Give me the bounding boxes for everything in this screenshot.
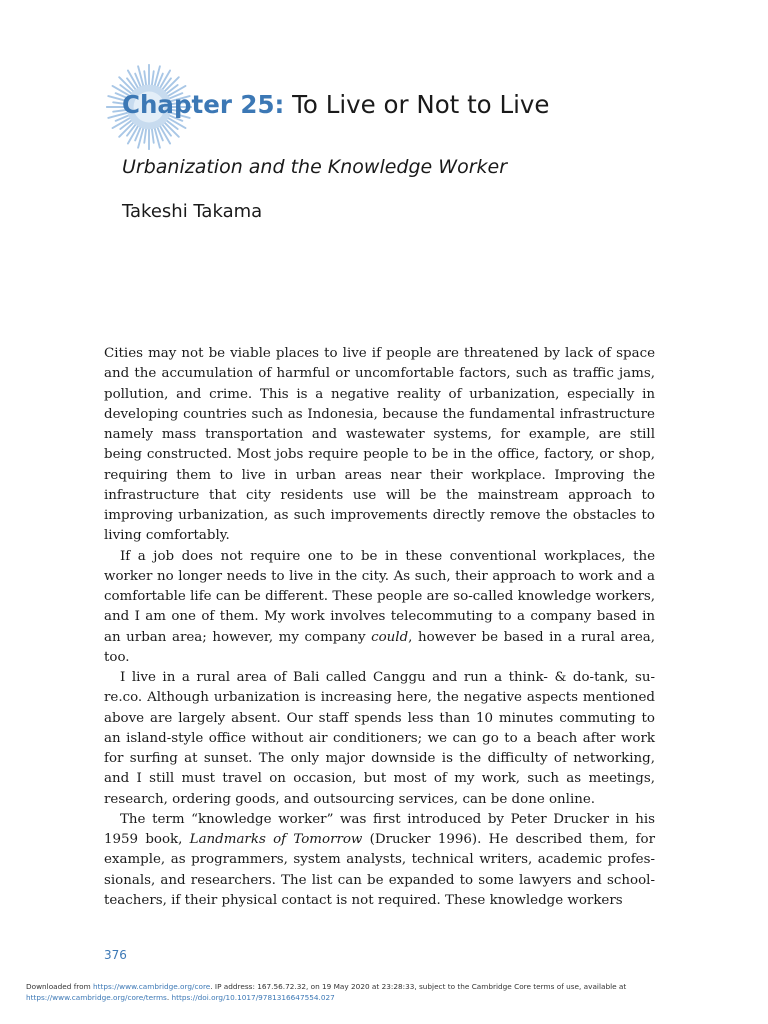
paragraph-4-end: (Drucker 1996). He described them, for example, as programmers, system analysts, technical writers, academic professionals, and researchers. The list can be expanded to some lawyers and schoolteachers, if their physical contact is not required. These knowledge workers [104,832,655,908]
paragraph-2-emphasis: could [371,629,409,645]
book-title: Landmarks of Tomorrow [189,832,363,847]
chapter-label: Chapter 25: [122,90,285,119]
chapter-title [122,90,550,119]
footer-separator: . [166,993,172,1002]
chapter-subtitle: Urbanization and the Knowledge Worker [122,156,508,178]
footer-middle: . IP address: 167.56.72.32, on 19 May 2020 at 23:28:33, subject to the Cambridge Core terms of use, available at [210,982,627,991]
body-text [104,344,655,911]
paragraph-2 [104,547,655,669]
footer-prefix: Downloaded from [26,982,94,991]
author-name: Takeshi Takama [122,201,263,222]
paragraph-2-end: , however be based in a rural area, too. [104,629,655,665]
paragraph-2-start: If a job does not require one to be in these conventional workplaces, the worker no longer needs to live in the city. As such, their approach to work and a comfortable life can be different. These people are so-called knowledge workers, and I am one of them. My work involves telecommuting to a company based in an urban area; however, my company [104,548,655,645]
chapter-title-text: To Live or Not to Live [284,90,550,119]
page-number: 376 [104,948,127,962]
paragraph-1: Cities may not be viable places to live if people are threatened by lack of space and the accumulation of harmful or uncomfortable factors, such as traffic jams, pollution, and crime. This is a negative reality of urbanization, especially in developing countries such as Indonesia, because the fundamental infrastructure namely mass transportation and wastewater systems, for example, are still being constructed. Most jobs require people to be in the office, factory, or shop, requiring them to live in urban areas near their workplace. Improving the infrastructure that city residents use will be the mainstream approach to improving urbanization, as such improvements directly remove the obstacles to living comfortably. [104,346,655,544]
paragraph-4 [104,810,655,911]
download-footer [26,981,746,1003]
cambridge-core-link[interactable]: https://www.cambridge.org/core [93,982,211,991]
paragraph-4-start: The term “knowledge worker” was first introduced by Peter Drucker in his 1959 book, [104,811,655,847]
terms-link[interactable]: https://www.cambridge.org/core/terms [26,993,167,1002]
doi-link[interactable]: https://doi.org/10.1017/9781316647554.027 [171,993,335,1002]
paragraph-3: I live in a rural area of Bali called Canggu and run a think- & do-tank, su-re.co. Although urbanization is increasing here, the negative aspects mentioned above are largely absent. Our staff spends less than 10 minutes commuting to an island-style office without air conditioners; we can go to a beach after work for surfing at sunset. The only major downside is the difficulty of networking, and I still must travel on occasion, but most of my work, such as meetings, research, ordering goods, and outsourcing services, can be done online. [104,670,655,807]
